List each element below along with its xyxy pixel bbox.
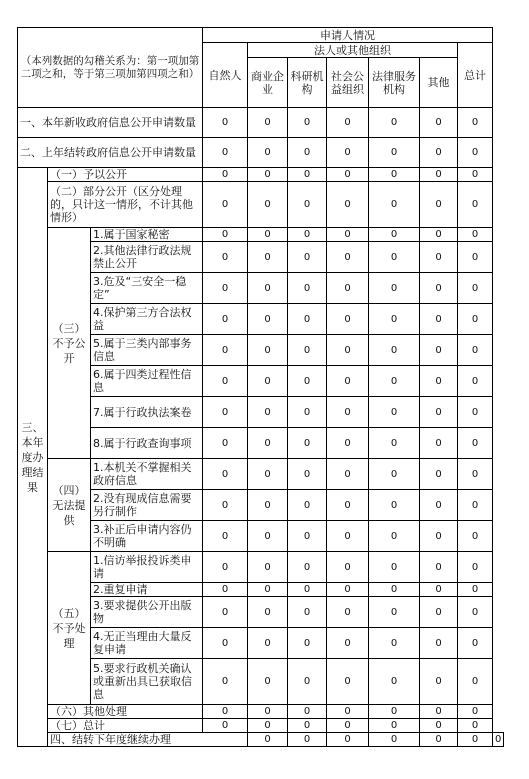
note-cell: （本列数据的勾稽关系为：第一项加第二项之和，等于第三项加第四项之和） (18, 28, 203, 108)
value-cell: 0 (369, 552, 420, 583)
row-not-disclosed (18, 228, 504, 242)
value-cell: 0 (327, 335, 369, 366)
row-not-disclosed (18, 335, 504, 366)
value-cell: 0 (203, 597, 248, 628)
item-label: 4.保护第三方合法权益 (91, 304, 203, 335)
value-cell: 0 (203, 705, 248, 719)
value-cell: 0 (203, 583, 248, 597)
value-cell: 0 (288, 397, 327, 428)
value-cell: 0 (327, 552, 369, 583)
value-cell: 0 (369, 583, 420, 597)
value-cell: 0 (248, 273, 288, 304)
row-new-requests (18, 108, 504, 138)
row-not-disclosed (18, 366, 504, 397)
value-cell: 0 (369, 182, 420, 228)
value-cell: 0 (327, 273, 369, 304)
value-cell: 0 (248, 242, 288, 273)
value-cell: 0 (248, 628, 288, 659)
value-cell: 0 (369, 733, 420, 747)
value-cell: 0 (369, 108, 420, 138)
value-cell: 0 (458, 273, 493, 304)
value-cell: 0 (369, 659, 420, 705)
section-label: 四、结转下年度继续办理 (48, 733, 248, 747)
value-cell: 0 (203, 228, 248, 242)
row-not-disclosed (18, 273, 504, 304)
value-cell: 0 (327, 428, 369, 459)
value-cell: 0 (369, 490, 420, 521)
row-unable-to-provide (18, 521, 504, 552)
item-label: 5.属于三类内部事务信息 (91, 335, 203, 366)
value-cell: 0 (248, 583, 288, 597)
value-cell: 0 (288, 242, 327, 273)
group-label: （一）予以公开 (48, 168, 203, 182)
value-cell: 0 (369, 628, 420, 659)
value-cell: 0 (288, 705, 327, 719)
value-cell: 0 (369, 428, 420, 459)
disclosure-stats-table (17, 27, 504, 747)
row-partially-disclosed (18, 182, 504, 228)
value-cell: 0 (369, 521, 420, 552)
value-cell: 0 (288, 304, 327, 335)
value-cell: 0 (203, 521, 248, 552)
value-cell: 0 (203, 273, 248, 304)
row-not-processed (18, 597, 504, 628)
value-cell: 0 (420, 628, 458, 659)
value-cell: 0 (248, 705, 288, 719)
col-total: 总计 (458, 43, 493, 108)
section-label: 三、本年度办理结果 (18, 168, 48, 747)
value-cell: 0 (203, 552, 248, 583)
value-cell: 0 (288, 228, 327, 242)
value-cell: 0 (288, 366, 327, 397)
item-label: 2.其他法律行政法规禁止公开 (91, 242, 203, 273)
value-cell: 0 (203, 168, 248, 182)
value-cell: 0 (420, 242, 458, 273)
value-cell: 0 (248, 304, 288, 335)
value-cell: 0 (248, 138, 288, 168)
value-cell: 0 (458, 168, 493, 182)
value-cell: 0 (458, 428, 493, 459)
value-cell: 0 (203, 366, 248, 397)
value-cell: 0 (458, 552, 493, 583)
row-carry-forward (18, 733, 504, 747)
item-label: 4.无正当理由大量反复申请 (91, 628, 203, 659)
header-row-1 (18, 28, 504, 43)
value-cell: 0 (248, 490, 288, 521)
value-cell: 0 (248, 228, 288, 242)
value-cell: 0 (248, 552, 288, 583)
item-label: 1.本机关不掌握相关政府信息 (91, 459, 203, 490)
value-cell: 0 (203, 428, 248, 459)
value-cell: 0 (420, 719, 458, 733)
value-cell: 0 (420, 182, 458, 228)
value-cell: 0 (420, 490, 458, 521)
value-cell: 0 (420, 733, 458, 747)
value-cell: 0 (327, 628, 369, 659)
value-cell: 0 (327, 583, 369, 597)
value-cell: 0 (458, 366, 493, 397)
value-cell: 0 (369, 719, 420, 733)
value-cell: 0 (288, 168, 327, 182)
value-cell: 0 (248, 108, 288, 138)
col-other: 其他 (420, 58, 458, 108)
value-cell: 0 (288, 273, 327, 304)
value-cell: 0 (288, 597, 327, 628)
value-cell: 0 (248, 733, 288, 747)
value-cell: 0 (288, 182, 327, 228)
value-cell: 0 (203, 335, 248, 366)
value-cell: 0 (288, 583, 327, 597)
value-cell: 0 (458, 490, 493, 521)
value-cell: 0 (369, 397, 420, 428)
value-cell: 0 (248, 182, 288, 228)
row-other-processing (18, 705, 504, 719)
item-label: 1.信访举报投诉类申请 (91, 552, 203, 583)
value-cell: 0 (203, 138, 248, 168)
value-cell: 0 (203, 459, 248, 490)
value-cell: 0 (203, 242, 248, 273)
value-cell: 0 (458, 659, 493, 705)
group-label: （四）无法提供 (48, 459, 91, 552)
value-cell: 0 (203, 108, 248, 138)
row-unable-to-provide (18, 490, 504, 521)
value-cell: 0 (327, 168, 369, 182)
value-cell: 0 (369, 459, 420, 490)
item-label: 2.没有现成信息需要另行制作 (91, 490, 203, 521)
row-disclosed (18, 168, 504, 182)
applicant-info-heading: 申请人情况 (203, 28, 493, 43)
value-cell: 0 (203, 719, 248, 733)
value-cell: 0 (458, 108, 493, 138)
value-cell: 0 (248, 397, 288, 428)
value-cell: 0 (327, 397, 369, 428)
value-cell: 0 (288, 521, 327, 552)
value-cell: 0 (248, 597, 288, 628)
value-cell: 0 (248, 168, 288, 182)
value-cell: 0 (369, 273, 420, 304)
row-carried-over (18, 138, 504, 168)
value-cell: 0 (420, 366, 458, 397)
row-not-processed (18, 583, 504, 597)
value-cell: 0 (420, 138, 458, 168)
value-cell: 0 (248, 366, 288, 397)
value-cell: 0 (288, 428, 327, 459)
value-cell: 0 (420, 228, 458, 242)
value-cell: 0 (327, 304, 369, 335)
value-cell: 0 (458, 182, 493, 228)
item-label: 6.属于四类过程性信息 (91, 366, 203, 397)
group-label: （五）不予处理 (48, 552, 91, 705)
value-cell: 0 (248, 659, 288, 705)
row-not-disclosed (18, 304, 504, 335)
item-label: 3.要求提供公开出版物 (91, 597, 203, 628)
value-cell: 0 (458, 733, 493, 747)
item-label: 5.要求行政机关确认或重新出具已获取信息 (91, 659, 203, 705)
item-label: 1.属于国家秘密 (91, 228, 203, 242)
value-cell: 0 (203, 304, 248, 335)
group-label: （三）不予公开 (48, 228, 91, 459)
value-cell: 0 (327, 182, 369, 228)
row-not-processed (18, 659, 504, 705)
value-cell: 0 (288, 659, 327, 705)
value-cell: 0 (458, 597, 493, 628)
value-cell: 0 (327, 719, 369, 733)
value-cell: 0 (458, 335, 493, 366)
value-cell: 0 (458, 459, 493, 490)
value-cell: 0 (420, 335, 458, 366)
item-label: 7.属于行政执法案卷 (91, 397, 203, 428)
value-cell: 0 (493, 733, 504, 747)
value-cell: 0 (248, 719, 288, 733)
value-cell: 0 (420, 659, 458, 705)
value-cell: 0 (288, 335, 327, 366)
value-cell: 0 (203, 628, 248, 659)
value-cell: 0 (288, 552, 327, 583)
value-cell: 0 (420, 428, 458, 459)
value-cell: 0 (458, 397, 493, 428)
item-label: 2.重复申请 (91, 583, 203, 597)
value-cell: 0 (369, 228, 420, 242)
value-cell: 0 (327, 459, 369, 490)
col-public-welfare: 社会公益组织 (327, 58, 369, 108)
value-cell: 0 (369, 597, 420, 628)
value-cell: 0 (327, 521, 369, 552)
item-label: 3.补正后申请内容仍不明确 (91, 521, 203, 552)
value-cell: 0 (420, 521, 458, 552)
value-cell: 0 (420, 168, 458, 182)
value-cell: 0 (420, 273, 458, 304)
value-cell: 0 (288, 138, 327, 168)
value-cell: 0 (420, 597, 458, 628)
value-cell: 0 (369, 705, 420, 719)
value-cell: 0 (288, 459, 327, 490)
row-not-disclosed (18, 242, 504, 273)
value-cell: 0 (327, 659, 369, 705)
value-cell: 0 (369, 366, 420, 397)
value-cell: 0 (420, 304, 458, 335)
value-cell: 0 (203, 182, 248, 228)
group-label: （二）部分公开（区分处理的，只计这一情形，不计其他情形） (48, 182, 203, 228)
value-cell: 0 (248, 521, 288, 552)
value-cell: 0 (420, 552, 458, 583)
item-label: 8.属于行政查询事项 (91, 428, 203, 459)
section-label: 二、上年结转政府信息公开申请数量 (18, 138, 203, 168)
value-cell: 0 (203, 659, 248, 705)
group-label: （六）其他处理 (48, 705, 203, 719)
value-cell: 0 (327, 366, 369, 397)
value-cell: 0 (458, 719, 493, 733)
value-cell: 0 (288, 108, 327, 138)
value-cell: 0 (458, 705, 493, 719)
row-total (18, 719, 504, 733)
value-cell: 0 (327, 228, 369, 242)
value-cell: 0 (369, 335, 420, 366)
section-label: 一、本年新收政府信息公开申请数量 (18, 108, 203, 138)
value-cell: 0 (458, 304, 493, 335)
col-commercial: 商业企业 (248, 58, 288, 108)
value-cell: 0 (288, 490, 327, 521)
value-cell: 0 (458, 583, 493, 597)
value-cell: 0 (420, 459, 458, 490)
value-cell: 0 (248, 335, 288, 366)
value-cell: 0 (420, 705, 458, 719)
value-cell: 0 (327, 705, 369, 719)
row-not-disclosed (18, 428, 504, 459)
value-cell: 0 (420, 583, 458, 597)
value-cell: 0 (458, 242, 493, 273)
row-not-processed (18, 628, 504, 659)
col-research: 科研机构 (288, 58, 327, 108)
value-cell: 0 (420, 108, 458, 138)
value-cell: 0 (203, 490, 248, 521)
col-natural-person: 自然人 (203, 43, 248, 108)
row-not-disclosed (18, 397, 504, 428)
value-cell: 0 (203, 397, 248, 428)
value-cell: 0 (369, 168, 420, 182)
legal-entities-heading: 法人或其他组织 (248, 43, 458, 58)
value-cell: 0 (369, 304, 420, 335)
report-container (17, 27, 504, 747)
value-cell: 0 (327, 108, 369, 138)
value-cell: 0 (369, 242, 420, 273)
value-cell: 0 (248, 428, 288, 459)
value-cell: 0 (420, 397, 458, 428)
value-cell: 0 (327, 597, 369, 628)
col-legal-service: 法律服务机构 (369, 58, 420, 108)
row-unable-to-provide (18, 459, 504, 490)
value-cell: 0 (327, 138, 369, 168)
value-cell: 0 (288, 733, 327, 747)
value-cell: 0 (248, 459, 288, 490)
value-cell: 0 (458, 138, 493, 168)
value-cell: 0 (458, 521, 493, 552)
value-cell: 0 (327, 490, 369, 521)
value-cell: 0 (288, 719, 327, 733)
value-cell: 0 (458, 228, 493, 242)
value-cell: 0 (458, 628, 493, 659)
value-cell: 0 (369, 138, 420, 168)
value-cell: 0 (288, 628, 327, 659)
value-cell: 0 (327, 733, 369, 747)
value-cell: 0 (327, 242, 369, 273)
row-not-processed (18, 552, 504, 583)
item-label: 3.危及“三安全一稳定” (91, 273, 203, 304)
group-label: （七）总计 (48, 719, 203, 733)
